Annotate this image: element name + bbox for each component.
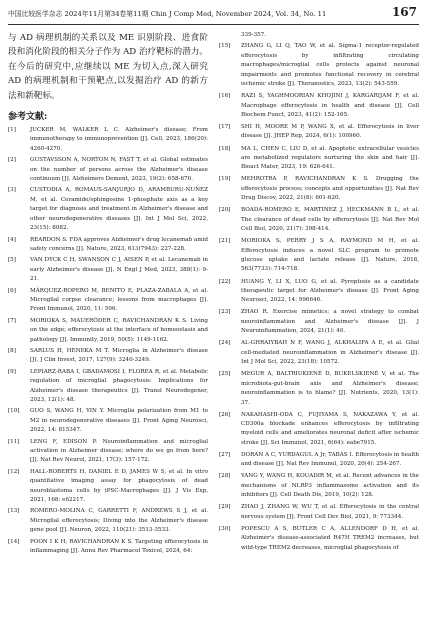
- reference-item: [8, 507, 208, 535]
- reference-text: MEHROTRA P, RAVICHANDRAN K S. Drugging the efferocytosis process; concepts and opportunities [J]. Nat Rev Drug Discov, 2022, 21(8): 601-620.: [241, 176, 419, 202]
- reference-text: GUSTAVSSON A, NORTON N, FAST T, et al. Global estimates on the number of persons across the Alzheimer's disease continuum [J]. Alzheimers Dement, 2023, 19(2): 658-670.: [30, 157, 208, 183]
- reference-number: [3]: [8, 187, 16, 194]
- reference-text: REARDON S. FDA approves Alzheimer's drug lecanemab amid safety concerns [J]. Nature, 2023, 613(7943): 227-228.: [30, 236, 208, 252]
- reference-text: ZHAO J, ZHANG W, WU T, et al. Efferocytosis in the central nervous system [J]. Front Cell Dev Biol, 2021, 9: 773344.: [241, 504, 419, 520]
- reference-text: GUO S, WANG H, YIN Y. Microglia polarization from M1 to M2 in neurodegenerative diseases [J]. Front Aging Neurosci, 2022, 14: 815347.: [30, 408, 208, 434]
- reference-item: [219, 42, 419, 89]
- reference-text: MEGUR A, BALTRIUKIENĖ D, BUKELSKIENĖ V, et al. The microbiota-gut-brain axis and Alzheimer's disease; neuroinflammation is to blame? [J]. Nutrients, 2020, 13(1): 37.: [241, 371, 419, 406]
- reference-number: [18]: [219, 145, 231, 152]
- reference-item: [219, 206, 419, 234]
- reference-text: ZHANG G, LI Q, TAO W, et al. Sigma-1 receptor-regulated efferocytosis by infiltrating circulating macrophages/microglial cells protects against neuronal impairments and promotes functional recovery in cerebral ischemic stroke [J]. Theranostics, 2023, 13(2): 543-559.: [241, 43, 419, 88]
- reference-item: [8, 236, 208, 255]
- reference-text: MORIOKA S, PERRY J S A, RAYMOND M H, et al. Efferocytosis induces a novel SLC program to promote glucose uptake and lactate release [J]. Nature, 2018, 563(7733): 714-718.: [241, 238, 419, 273]
- reference-text: BOADA-ROMERO E, MARTINEZ J, HECKMANN B L, et al. The clearance of dead cells by efferocytosis [J]. Nat Rev Mol Cell Biol, 2020, 21(7): 398-414.: [241, 207, 419, 233]
- reference-item: [219, 472, 419, 500]
- reference-text: DORAN A C, YURDAGUL A Jr, TABAS I. Efferocytosis in health and disease [J]. Nat Rev Immunol, 2020, 20(4): 254-267.: [241, 451, 419, 468]
- reference-number: [1]: [8, 127, 16, 134]
- reference-item: [219, 237, 419, 275]
- reference-number: [21]: [219, 238, 231, 245]
- reference-text: SARLUS H, HENEKA M T. Microglia in Alzheimer's disease [J]. J Clin Invest, 2017, 127(9): 3240-3249.: [30, 347, 208, 364]
- reference-item: [8, 468, 208, 506]
- reference-text: MORIOKA S, MAUERÖDER C, RAVICHANDRAN K S. Living on the edge; efferocytosis at the interface of homeostasis and pathology [J]. Immunity, 2019, 50(5): 1149-1162.: [30, 317, 208, 343]
- reference-text: NAKAHASHI-ODA C, FUJIYAMA S, NAKAZAWA Y, et al. CD300a blockade enhances efferocytosis by infiltrating myeloid cells and ameliorates neuronal deficit after ischemic stroke [J]. Sci Immunol, 2021, 6(64): eabe7915.: [241, 411, 419, 446]
- reference-text: AL-GHRAIYBAH N F, WANG J, ALKHALIFA A E, et al. Glial cell-mediated neuroinflammation in Alzheimer's disease [J]. Int J Mol Sci, 2022, 23(18): 10572.: [241, 340, 419, 366]
- reference-item: [8, 368, 208, 406]
- reference-number: [11]: [8, 438, 20, 445]
- reference-text: HUANG Y, LI X, LUO G, et al. Pyroptosis as a candidate therapeutic target for Alzheimer's disease [J]. Front Aging Neurosci, 2022, 14: 996646.: [241, 278, 419, 304]
- reference-number: [19]: [219, 176, 231, 183]
- reference-item: [8, 186, 208, 233]
- reference-number: [15]: [219, 43, 231, 50]
- reference-continuation: 339-357.: [241, 32, 267, 38]
- right-column: [219, 31, 419, 556]
- reference-number: [12]: [8, 468, 20, 475]
- reference-number: [24]: [219, 340, 231, 347]
- reference-item: [8, 317, 208, 345]
- reference-item: [219, 123, 419, 142]
- reference-text: LEPIARZ-RABA I, GBADAMOSI I, FLOREA R, et al. Metabolic regulation of microglial phagocytosis: Implications for Alzheimer's disease therapeutics [J]. Transl Neurodegener, 2023, 12(1): 48.: [30, 368, 208, 403]
- reference-number: [7]: [8, 317, 16, 324]
- reference-text: POPESCU A S, BUTLER C A, ALLENDORF D H, et al. Alzheimer's disease-associated R47H TREM2 increases, but wild-type TREM2 decreases, microglial phagocytosis of: [241, 525, 419, 551]
- reference-text: LENG F, EDISON P. Neuroinflammation and microglial activation in Alzheimer disease; where do we go from here? [J]. Nat Rev Neurol, 2021, 17(3): 157-172.: [30, 438, 208, 464]
- reference-item: [219, 175, 419, 203]
- reference-item: [8, 347, 208, 366]
- reference-number: [25]: [219, 371, 231, 378]
- page-number: 167: [391, 5, 417, 19]
- reference-text: YANG Y, WANG H, KOUADIR M, et al. Recent advances in the mechanisms of NLRP3 inflammasome activation and its inhibitors [J]. Cell Death Dis, 2019, 10(2): 128.: [241, 473, 419, 499]
- reference-text: ROMERO-MOLINA C, GARRETTI F, ANDREWS S J, et al. Microglial efferocytosis; Diving into the Alzheimer's disease gene pool [J]. Neuron, 2022, 110(21): 3513-3533.: [30, 508, 208, 534]
- reference-text: ZHAO R. Exercise mimetics; a novel strategy to combat neuroinflammation and Alzheimer's disease [J]. J Neuroinflammation, 2024, 21(1): 40.: [241, 309, 419, 335]
- reference-number: [22]: [219, 278, 231, 285]
- reference-number: [2]: [8, 157, 16, 164]
- left-column: [8, 31, 208, 559]
- reference-number: [23]: [219, 309, 231, 316]
- reference-text: MÁRQUEZ-ROPERO M, BENITO E, PLAZA-ZABALA A, et al. Microglial corpse clearance; lessons from macrophages [J]. Front Immunol, 2020, 11: 506.: [30, 287, 208, 313]
- reference-text: RAZI S, YAGHMOORIAN KHOJINI J, KARGARIJAM F, et al. Macrophage efferocytosis in health and disease [J]. Cell Biochem Funct, 2023, 41(2): 152-165.: [241, 93, 419, 118]
- running-header: [8, 5, 419, 20]
- reference-item: [219, 92, 419, 120]
- reference-item: [219, 278, 419, 306]
- reference-text: VAN DYCK C H, SWANSON C J, AISEN P, et al. Lecanemab in early Alzheimer's disease [J]. N Engl J Med, 2023, 388(1): 9-21.: [30, 257, 208, 283]
- reference-number: [9]: [8, 368, 16, 375]
- reference-item: [219, 370, 419, 408]
- reference-item: [219, 308, 419, 336]
- reference-text: HALL-ROBERTS H, DANIEL E D, JAMES W S, et al. In vitro quantitative imaging assay for phagocytosis of dead neuroblastoma cells by iPSC-Macrophages [J]. J Vis Exp, 2021, 168: e62217.: [30, 468, 208, 504]
- reference-item: [219, 451, 419, 470]
- reference-number: [17]: [219, 124, 231, 131]
- header-rule: [8, 24, 419, 25]
- reference-item: [8, 256, 208, 284]
- reference-item: [219, 411, 419, 449]
- reference-item: [8, 438, 208, 466]
- reference-item: [8, 126, 208, 154]
- reference-number: [5]: [8, 257, 16, 264]
- reference-number: [30]: [219, 525, 231, 532]
- reference-number: [13]: [8, 508, 20, 515]
- reference-number: [6]: [8, 287, 16, 294]
- references-list-right: [219, 42, 419, 553]
- reference-item: [219, 145, 419, 173]
- reference-item: [219, 503, 419, 522]
- reference-item: [8, 538, 208, 557]
- reference-item: [219, 339, 419, 367]
- conclusion-paragraph: 与 AD 病理机制的关系以及 ME 识别阶段、进食阶段和消化阶段的相关分子作为 AD 治疗靶标的潜力。在今后的研究中,应继续以 ME 为切入点,深入研究 AD 的病理机制和干预靶点,以发掘治疗 AD 的新方法和新靶标。: [8, 33, 208, 101]
- reference-text: POON I K H, RAVICHANDRAN K S. Targeting efferocytosis in inflammaging [J]. Annu Rev Pharmacol Toxicol, 2024, 64:: [30, 538, 208, 555]
- references-list-left: [8, 126, 208, 556]
- reference-item: [8, 407, 208, 435]
- reference-item: [219, 525, 419, 553]
- reference-number: [20]: [219, 207, 231, 214]
- reference-number: [29]: [219, 504, 231, 511]
- reference-number: [8]: [8, 347, 16, 354]
- reference-number: [4]: [8, 236, 16, 243]
- reference-item: [8, 156, 208, 184]
- reference-number: [16]: [219, 93, 231, 100]
- reference-item: [8, 287, 208, 315]
- journal-line: 中国比较医学杂志 2024年11月第34卷第11期 Chin J Comp Med, November 2024, Vol. 34, No. 11: [8, 10, 327, 18]
- reference-text: MA L, CHEN C, LIU D, et al. Apoptotic extracellular vesicles are metabolized regulators nurturing the skin and hair [J]. Bioact Mater, 2023, 19: 626-641.: [241, 145, 419, 171]
- reference-text: SHI H, MOORE M P, WANG X, et al. Efferocytosis in liver disease [J]. JHEP Rep, 2024, 6(1): 100960.: [241, 124, 419, 140]
- reference-number: [28]: [219, 473, 231, 480]
- reference-number: [14]: [8, 538, 20, 545]
- reference-number: [27]: [219, 451, 231, 458]
- reference-number: [26]: [219, 411, 231, 418]
- reference-text: CUSTODIA A, ROMAUS-SANJURJO D, ARAMBURU-NUÑEZ M, et al. Ceramide/sphingosine 1-phosphate axis as a key target for diagnosis and treatment in Alzheimer's disease and other neurodegenerative diseases [J]. Int J Mol Sci, 2022, 23(15): 8082.: [30, 187, 208, 232]
- references-heading: 参考文献:: [8, 112, 48, 123]
- reference-number: [10]: [8, 408, 20, 415]
- reference-text: JUCKER M, WALKER L C. Alzheimer's disease; From immunotherapy to immunoprevention [J]. Cell, 2023, 186(20): 4260-4270.: [30, 127, 208, 152]
